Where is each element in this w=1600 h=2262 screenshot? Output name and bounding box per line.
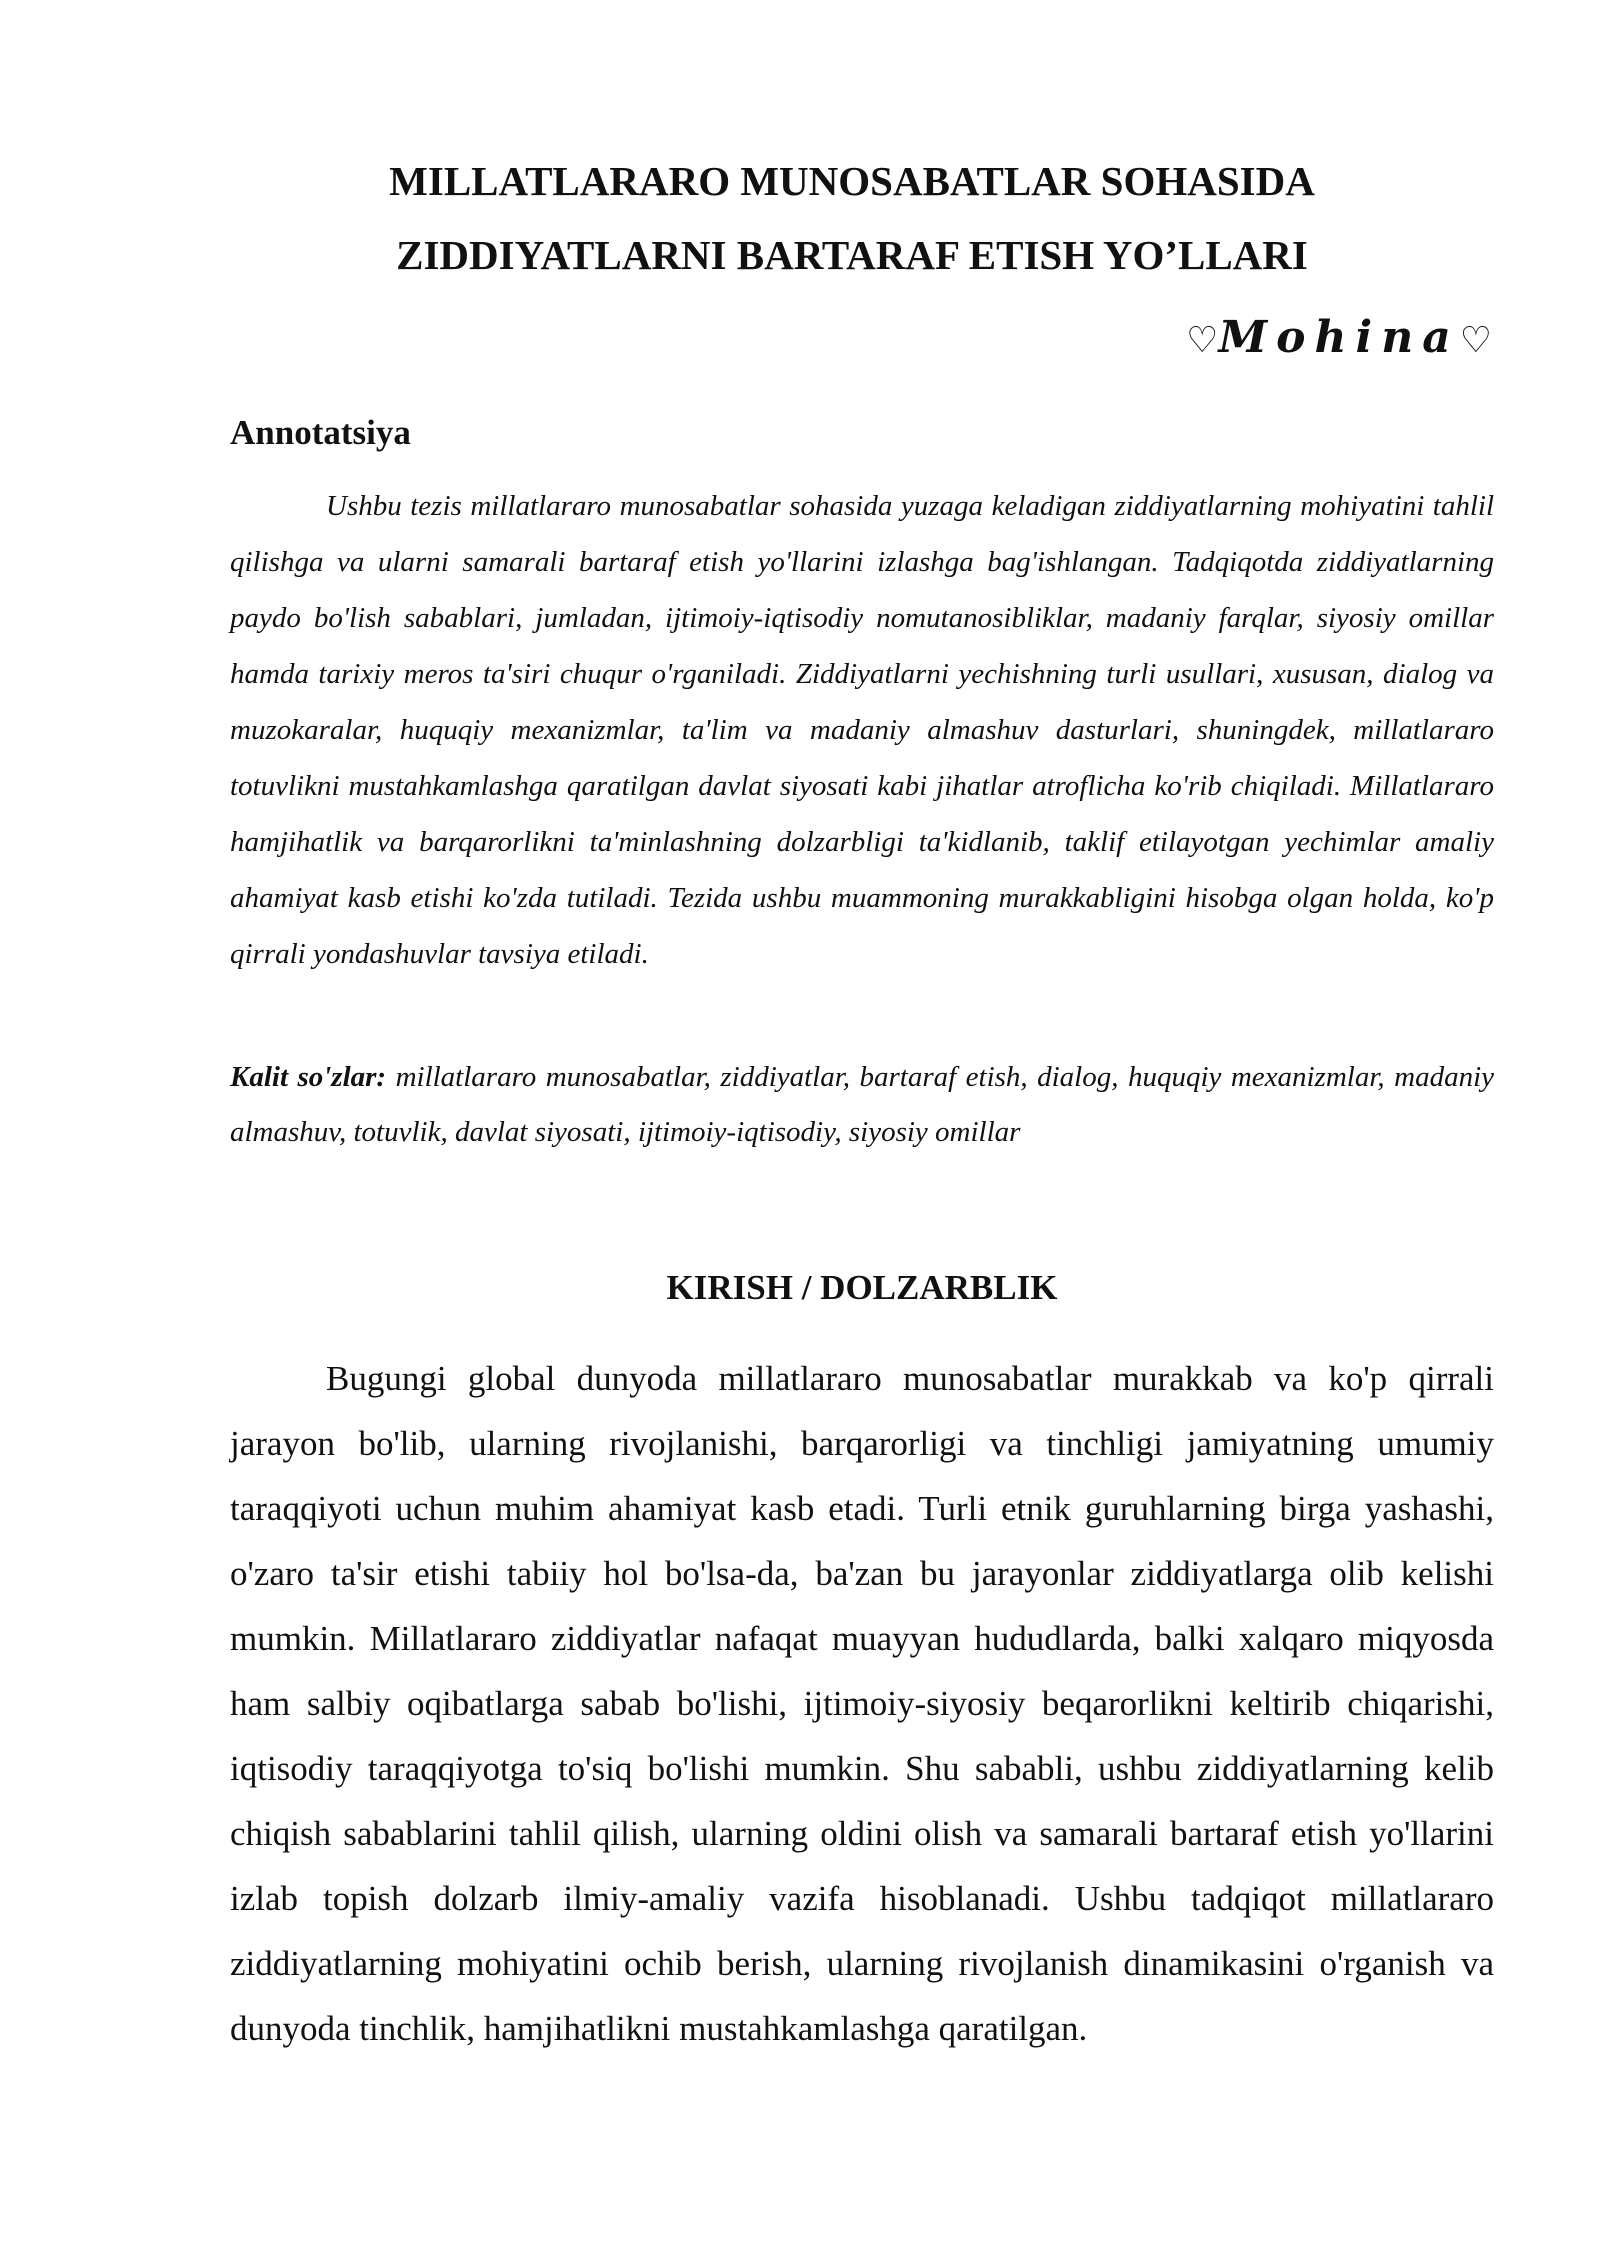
introduction-heading: KIRISH / DOLZARBLIK xyxy=(666,1268,1058,1307)
paper-title-line-1: MILLATLARARO MUNOSABATLAR SOHASIDA xyxy=(389,158,1315,204)
heart-left-icon: ♡ xyxy=(1186,320,1219,361)
keywords-label: Kalit so'zlar: xyxy=(230,1061,387,1093)
paper-title-line-2: ZIDDIYATLARNI BARTARAF ETISH YO’LLARI xyxy=(396,232,1308,278)
paper-title xyxy=(230,144,1474,292)
keywords-text: millatlararo munosabatlar, ziddiyatlar, bartaraf etish, dialog, huquqiy mexanizmlar, madaniy almashuv, totuvlik, davlat siyosati, ijtimoiy-iqtisodiy, siyosiy omillar xyxy=(230,1061,1494,1148)
author-signature xyxy=(1186,312,1492,363)
annotation-heading: Annotatsiya xyxy=(230,413,411,452)
heart-right-icon: ♡ xyxy=(1459,320,1492,361)
annotation-text: Ushbu tezis millatlararo munosabatlar sohasida yuzaga keladigan ziddiyatlarning mohiyatini tahlil qilishga va ularni samarali bartaraf etish yo'llarini izlashga bag'ishlangan. Tadqiqotda ziddiyatlarning paydo bo'lish sabablari, jumladan, ijtimoiy-iqtisodiy nomutanosibliklar, madaniy farqlar, siyosiy omillar hamda tarixiy meros ta'siri chuqur o'rganiladi. Ziddiyatlarni yechishning turli usullari, xususan, dialog va muzokaralar, huquqiy mexanizmlar, ta'lim va madaniy almashuv dasturlari, shuningdek, millatlararo totuvlikni mustahkamlashga qaratilgan davlat siyosati kabi jihatlar atroflicha ko'rib chiqiladi. Millatlararo hamjihatlik va barqarorlikni ta'minlashning dolzarbligi ta'kidlanib, taklif etilayotgan yechimlar amaliy ahamiyat kasb etishi ko'zda tutiladi. Tezida ushbu muammoning murakkabligini hisobga olgan holda, ko'p qirrali yondashuvlar tavsiya etiladi. xyxy=(230,490,1494,970)
keywords-paragraph xyxy=(230,1050,1494,1160)
author-name: Mohina xyxy=(1218,312,1460,363)
introduction-text: Bugungi global dunyoda millatlararo munosabatlar murakkab va ko'p qirrali jarayon bo'lib, ularning rivojlanishi, barqarorligi va tinchligi jamiyatning umumiy taraqqiyoti uchun muhim ahamiyat kasb etadi. Turli etnik guruhlarning birga yashashi, o'zaro ta'sir etishi tabiiy hol bo'lsa-da, ba'zan bu jarayonlar ziddiyatlarga olib kelishi mumkin. Millatlararo ziddiyatlar nafaqat muayyan hududlarda, balki xalqaro miqyosda ham salbiy oqibatlarga sabab bo'lishi, ijtimoiy-siyosiy beqarorlikni keltirib chiqarishi, iqtisodiy taraqqiyotga to'siq bo'lishi mumkin. Shu sababli, ushbu ziddiyatlarning kelib chiqish sabablarini tahlil qilish, ularning oldini olish va samarali bartaraf etish yo'llarini izlab topish dolzarb ilmiy-amaliy vazifa hisoblanadi. Ushbu tadqiqot millatlararo ziddiyatlarning mohiyatini ochib berish, ularning rivojlanish dinamikasini o'rganish va dunyoda tinchlik, hamjihatlikni mustahkamlashga qaratilgan. xyxy=(230,1359,1494,2048)
